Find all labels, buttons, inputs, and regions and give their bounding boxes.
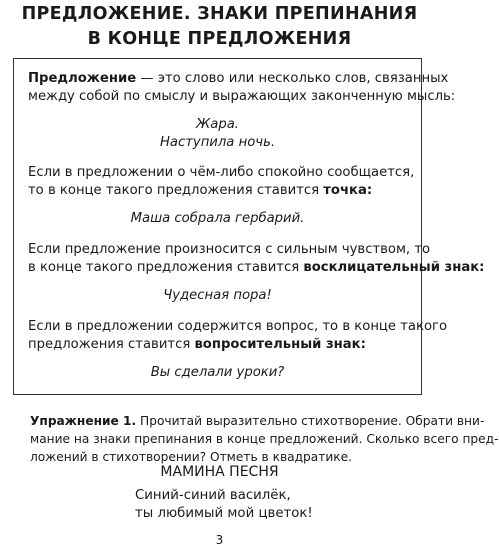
example-noch: Наступила ночь.	[159, 135, 276, 150]
question-line-2	[28, 336, 366, 354]
poem-title: МАМИНА ПЕСНЯ	[160, 464, 279, 480]
statement-term: точка:	[323, 183, 373, 198]
exercise-instructions	[30, 412, 499, 466]
exclamation-text: в конце такого предложения ставится	[28, 260, 304, 275]
exclamation-example: Чудесная пора!	[163, 288, 272, 303]
question-example: Вы сделали уроки?	[150, 365, 285, 380]
example-zhara: Жара.	[196, 117, 239, 132]
statement-line-1: Если в предложении о чём-либо спокойно сообщается,	[28, 165, 415, 180]
definition-text: — это слово или несколько слов, связанных	[136, 71, 449, 86]
exclamation-line-2	[28, 259, 484, 277]
exercise-text-1: Прочитай выразительно стихотворение. Обрати вни-	[136, 414, 485, 428]
statement-example: Маша собрала гербарий.	[130, 211, 305, 226]
exercise-line-3: ложений в стихотворении? Отметь в квадратике.	[30, 450, 352, 464]
exercise-line-1	[30, 412, 485, 430]
statement-line-2	[28, 182, 372, 200]
poem-body	[135, 487, 313, 523]
rule-box	[13, 58, 485, 395]
poem-line-1: Синий-синий василёк,	[135, 488, 291, 503]
poem-line-2: ты любимый мой цветок!	[135, 506, 313, 521]
question-text: предложения ставится	[28, 337, 195, 352]
question-line-1: Если в предложении содержится вопрос, то в конце такого	[28, 319, 448, 334]
exercise-line-2: мание на знаки препинания в конце предложений. Сколько всего пред-	[30, 432, 499, 446]
title-line-1: ПРЕДЛОЖЕНИЕ. ЗНАКИ ПРЕПИНАНИЯ	[21, 4, 418, 24]
exclamation-term: восклицательный знак:	[303, 260, 485, 275]
title-line-2: В КОНЦЕ ПРЕДЛОЖЕНИЯ	[87, 29, 352, 49]
page-number: 3	[215, 533, 224, 547]
exclamation-line-1: Если предложение произносится с сильным чувством, то	[28, 242, 431, 257]
statement-text: то в конце такого предложения ставится	[28, 183, 324, 198]
question-term: вопросительный знак:	[194, 337, 366, 352]
definition-line-1	[28, 70, 448, 88]
definition-term: Предложение	[28, 71, 137, 86]
page-title	[0, 2, 439, 52]
definition-line-2: между собой по смыслу и выражающих законченную мысль:	[28, 89, 456, 104]
exercise-label: Упражнение 1.	[30, 414, 137, 428]
